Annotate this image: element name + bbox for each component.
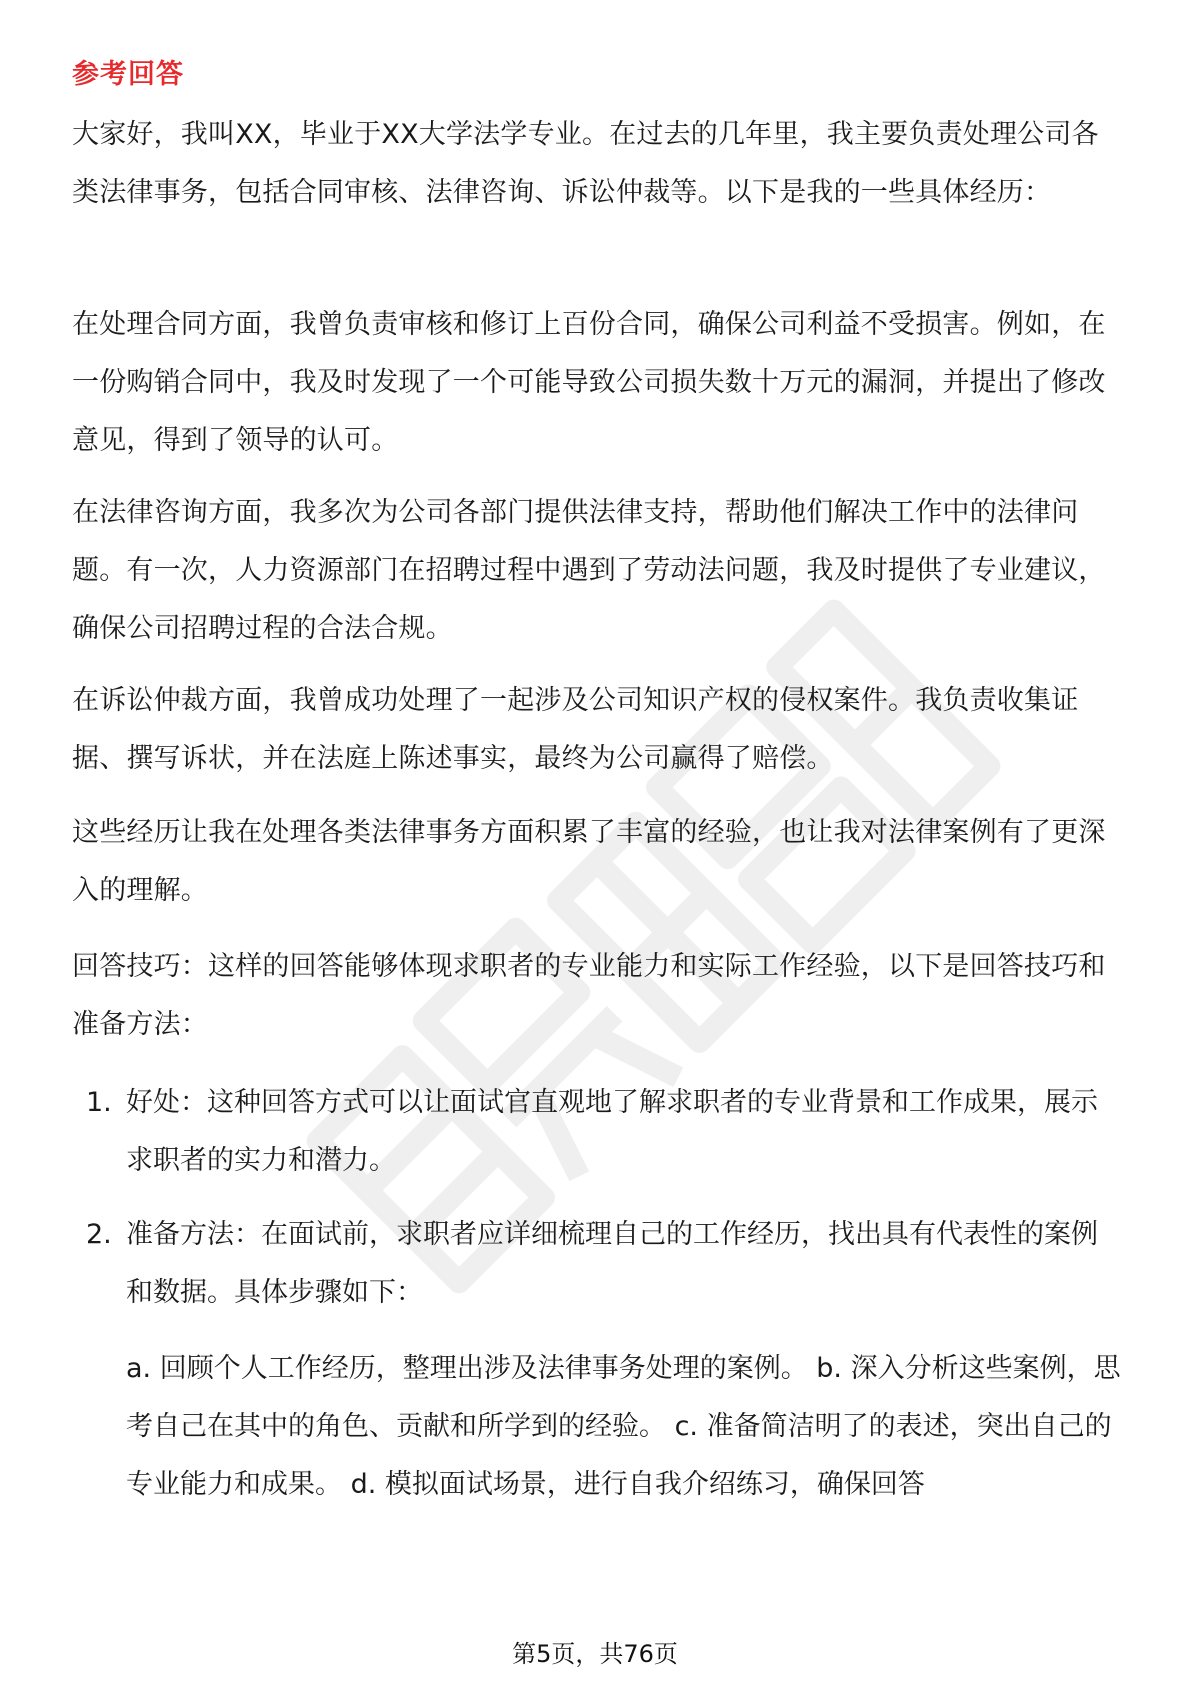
paragraph-consulting: 在法律咨询方面，我多次为公司各部门提供法律支持，帮助他们解决工作中的法律问题。有一次，人力资源部门在招聘过程中遇到了劳动法问题，我及时提供了专业建议，确保公司招聘过程的合法合规。 — [72, 497, 1106, 644]
paragraph-intro: 大家好，我叫XX，毕业于XX大学法学专业。在过去的几年里，我主要负责处理公司各类法律事务，包括合同审核、法律咨询、诉讼仲裁等。以下是我的一些具体经历： — [72, 119, 1099, 208]
list-text: 好处：这种回答方式可以让面试官直观地了解求职者的专业背景和工作成果，展示求职者的实力和潜力。 — [126, 1087, 1098, 1176]
sub-paragraph-steps: a. 回顾个人工作经历，整理出涉及法律事务处理的案例。 b. 深入分析这些案例，思考自己在其中的角色、贡献和所学到的经验。 c. 准备简洁明了的表述，突出自己的专业能力和成果。 d. 模拟面试场景，进行自我介绍练习，确保回答 — [126, 1353, 1121, 1500]
section-title: 参考回答 — [72, 59, 184, 90]
page-number-footer: 第5页，共76页 — [512, 1640, 678, 1668]
list-item-benefit — [86, 1074, 1122, 1190]
list-number: 1. — [86, 1087, 112, 1118]
paragraph-litigation: 在诉讼仲裁方面，我曾成功处理了一起涉及公司知识产权的侵权案件。我负责收集证据、撰写诉状，并在法庭上陈述事实，最终为公司赢得了赔偿。 — [72, 685, 1079, 774]
paragraph-contracts: 在处理合同方面，我曾负责审核和修订上百份合同，确保公司利益不受损害。例如，在一份购销合同中，我及时发现了一个可能导致公司损失数十万元的漏洞，并提出了修改意见，得到了领导的认可。 — [72, 309, 1106, 456]
list-item-preparation — [86, 1206, 1122, 1322]
paragraph-tips: 回答技巧：这样的回答能够体现求职者的专业能力和实际工作经验，以下是回答技巧和准备方法： — [72, 951, 1106, 1040]
paragraph-summary: 这些经历让我在处理各类法律事务方面积累了丰富的经验，也让我对法律案例有了更深入的理解。 — [72, 817, 1106, 906]
list-text: 准备方法：在面试前，求职者应详细梳理自己的工作经历，找出具有代表性的案例和数据。具体步骤如下： — [126, 1219, 1098, 1308]
list-number: 2. — [86, 1219, 112, 1250]
